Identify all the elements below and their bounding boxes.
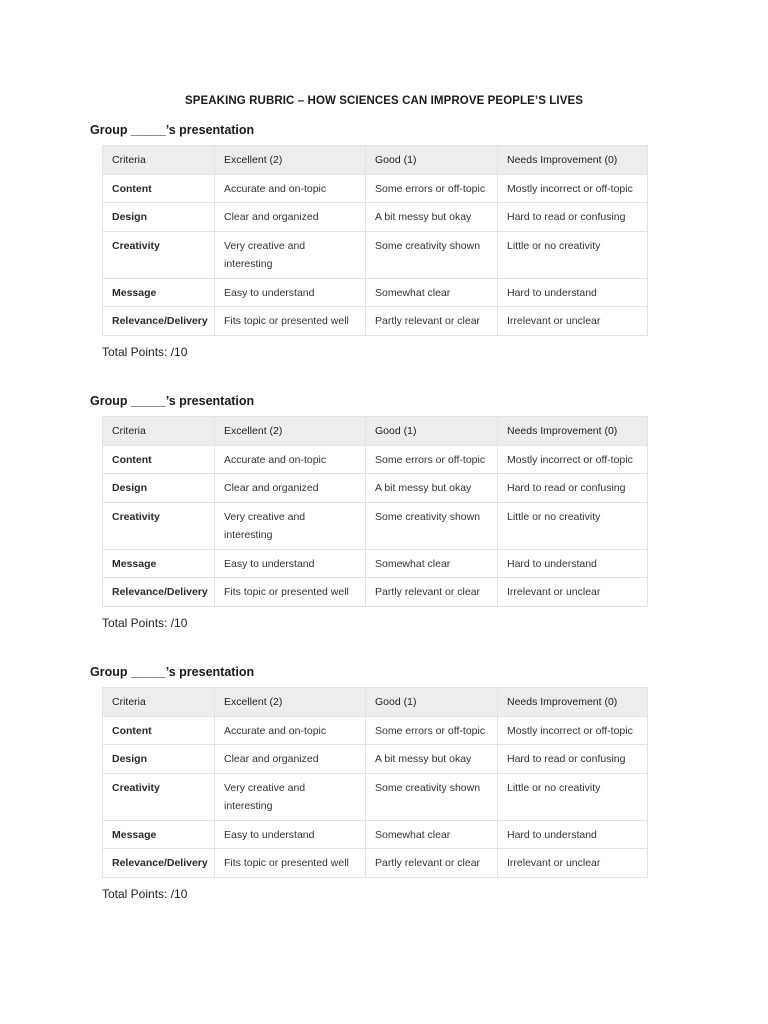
rubric-cell: Easy to understand: [215, 820, 366, 849]
criteria-cell: Relevance/Delivery: [103, 578, 215, 607]
criteria-cell: Content: [103, 445, 215, 474]
column-header: Excellent (2): [215, 146, 366, 175]
rubric-cell: Irrelevant or unclear: [498, 578, 648, 607]
column-header: Needs Improvement (0): [498, 688, 648, 717]
criteria-cell: Message: [103, 820, 215, 849]
group-heading: Group _____’s presentation: [90, 123, 255, 137]
rubric-cell: Hard to read or confusing: [498, 203, 648, 232]
rubric-cell: Accurate and on-topic: [215, 716, 366, 745]
rubric-cell: Partly relevant or clear: [366, 849, 498, 878]
table-row: [103, 231, 648, 278]
rubric-cell: Some creativity shown: [366, 502, 498, 549]
table-header-row: [103, 146, 648, 175]
column-header: Good (1): [366, 417, 498, 446]
column-header: Criteria: [103, 688, 215, 717]
rubric-cell: Partly relevant or clear: [366, 307, 498, 336]
rubric-cell: A bit messy but okay: [366, 203, 498, 232]
criteria-cell: Design: [103, 203, 215, 232]
rubric-cell: Clear and organized: [215, 474, 366, 503]
rubric-table: [102, 687, 648, 878]
table-row: [103, 445, 648, 474]
rubric-cell: Hard to understand: [498, 278, 648, 307]
rubric-cell: Accurate and on-topic: [215, 174, 366, 203]
table-row: [103, 474, 648, 503]
table-row: [103, 203, 648, 232]
total-points: Total Points: /10: [102, 344, 188, 359]
table-row: [103, 578, 648, 607]
rubric-cell: Clear and organized: [215, 745, 366, 774]
column-header: Good (1): [366, 146, 498, 175]
table-row: [103, 307, 648, 336]
rubric-cell: Little or no creativity: [498, 502, 648, 549]
column-header: Criteria: [103, 417, 215, 446]
criteria-cell: Design: [103, 745, 215, 774]
rubric-cell: Easy to understand: [215, 549, 366, 578]
column-header: Criteria: [103, 146, 215, 175]
rubric-cell: Some creativity shown: [366, 773, 498, 820]
column-header: Needs Improvement (0): [498, 146, 648, 175]
column-header: Needs Improvement (0): [498, 417, 648, 446]
rubric-cell: Very creative and interesting: [215, 231, 366, 278]
criteria-cell: Relevance/Delivery: [103, 849, 215, 878]
criteria-cell: Message: [103, 278, 215, 307]
criteria-cell: Message: [103, 549, 215, 578]
table-header-row: [103, 417, 648, 446]
rubric-cell: Little or no creativity: [498, 231, 648, 278]
rubric-cell: Hard to understand: [498, 820, 648, 849]
criteria-cell: Content: [103, 716, 215, 745]
group-heading: Group _____’s presentation: [90, 665, 255, 679]
rubric-cell: Little or no creativity: [498, 773, 648, 820]
rubric-cell: Somewhat clear: [366, 278, 498, 307]
table-row: [103, 549, 648, 578]
rubric-cell: Mostly incorrect or off-topic: [498, 174, 648, 203]
rubric-table: [102, 416, 648, 607]
criteria-cell: Creativity: [103, 773, 215, 820]
rubric-cell: Somewhat clear: [366, 549, 498, 578]
rubric-cell: Some creativity shown: [366, 231, 498, 278]
rubric-cell: Some errors or off-topic: [366, 716, 498, 745]
rubric-cell: Very creative and interesting: [215, 502, 366, 549]
rubric-cell: Somewhat clear: [366, 820, 498, 849]
rubric-cell: Accurate and on-topic: [215, 445, 366, 474]
rubric-cell: Clear and organized: [215, 203, 366, 232]
rubric-cell: Irrelevant or unclear: [498, 849, 648, 878]
table-row: [103, 849, 648, 878]
criteria-cell: Content: [103, 174, 215, 203]
rubric-cell: Some errors or off-topic: [366, 174, 498, 203]
rubric-cell: Mostly incorrect or off-topic: [498, 716, 648, 745]
group-heading: Group _____’s presentation: [90, 394, 255, 408]
table-row: [103, 745, 648, 774]
rubric-cell: Some errors or off-topic: [366, 445, 498, 474]
rubric-cell: Fits topic or presented well: [215, 578, 366, 607]
rubric-cell: Fits topic or presented well: [215, 307, 366, 336]
total-points: Total Points: /10: [102, 886, 188, 901]
table-row: [103, 773, 648, 820]
criteria-cell: Relevance/Delivery: [103, 307, 215, 336]
rubric-cell: Very creative and interesting: [215, 773, 366, 820]
criteria-cell: Design: [103, 474, 215, 503]
rubric-cell: Hard to understand: [498, 549, 648, 578]
column-header: Good (1): [366, 688, 498, 717]
table-header-row: [103, 688, 648, 717]
rubric-table: [102, 145, 648, 336]
group-section-1: [90, 121, 650, 359]
criteria-cell: Creativity: [103, 502, 215, 549]
page-title: SPEAKING RUBRIC – HOW SCIENCES CAN IMPROVE PEOPLE’S LIVES: [184, 95, 584, 107]
rubric-cell: Hard to read or confusing: [498, 745, 648, 774]
rubric-cell: Partly relevant or clear: [366, 578, 498, 607]
criteria-cell: Creativity: [103, 231, 215, 278]
table-row: [103, 820, 648, 849]
rubric-cell: Fits topic or presented well: [215, 849, 366, 878]
column-header: Excellent (2): [215, 417, 366, 446]
group-section-2: [90, 392, 650, 630]
table-row: [103, 716, 648, 745]
group-section-3: [90, 663, 650, 901]
column-header: Excellent (2): [215, 688, 366, 717]
rubric-cell: Irrelevant or unclear: [498, 307, 648, 336]
table-row: [103, 174, 648, 203]
total-points: Total Points: /10: [102, 615, 188, 630]
table-row: [103, 502, 648, 549]
rubric-cell: Easy to understand: [215, 278, 366, 307]
rubric-cell: A bit messy but okay: [366, 745, 498, 774]
rubric-cell: Hard to read or confusing: [498, 474, 648, 503]
table-row: [103, 278, 648, 307]
rubric-cell: Mostly incorrect or off-topic: [498, 445, 648, 474]
rubric-cell: A bit messy but okay: [366, 474, 498, 503]
